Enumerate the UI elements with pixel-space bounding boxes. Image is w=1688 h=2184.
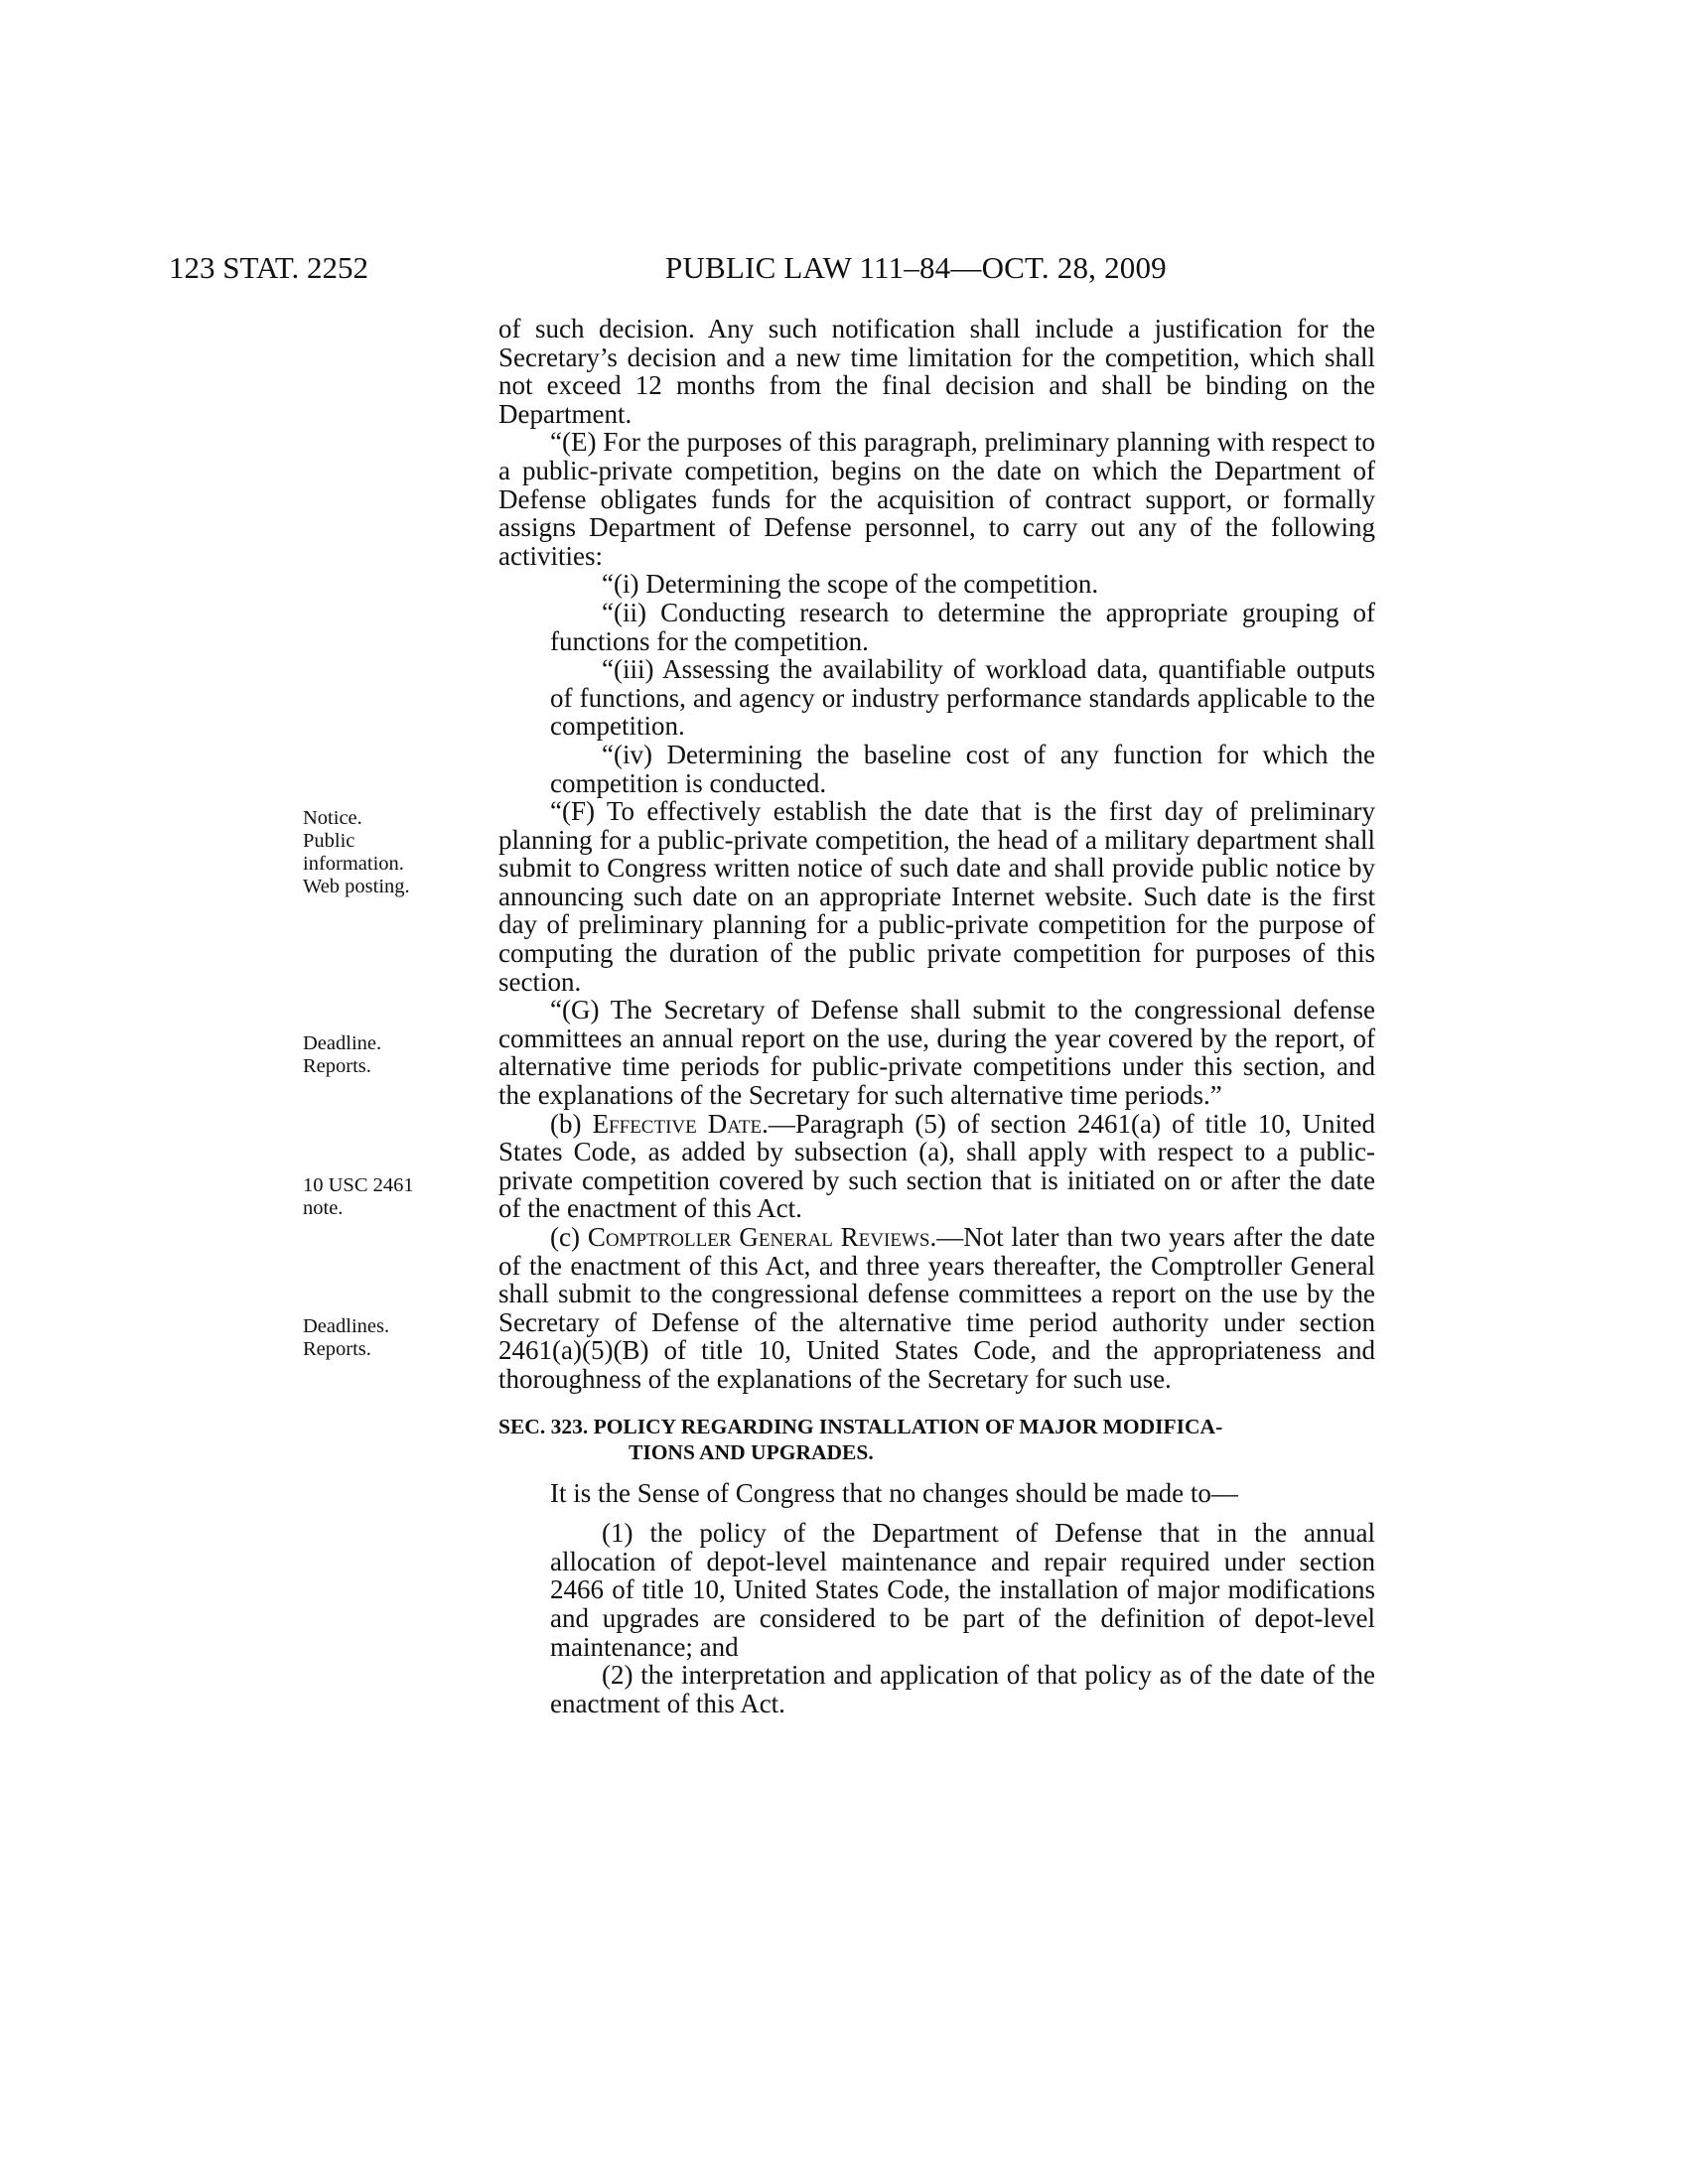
section-heading-line-1: SEC. 323. POLICY REGARDING INSTALLATION OF MAJOR MODIFICA- [498,1414,1223,1438]
margin-note-line: information. [303,853,404,875]
subsection-text: .—Paragraph (5) of section 2461(a) of title 10, United States Code, as added by subsection (a), shall apply with respect to a public-private competition covered by such section that is initiated on or after the date of the enactment of this Act. [498,1108,1375,1224]
clause-ii: “(ii) Conducting research to determine the appropriate grouping of functions for the competition. [550,597,1375,656]
clause-iii: “(iii) Assessing the availability of workload data, quantifiable outputs of functions, and agency or industry performance standards applicable to the competition. [550,654,1375,742]
margin-note-line: note. [303,1197,344,1219]
clause-iv: “(iv) Determining the baseline cost of any function for which the competition is conducted. [550,739,1375,798]
paragraph-continuation: of such decision. Any such notification shall include a justification for the Secretary’s decision and a new time limitation for the competition, which shall not exceed 12 months from the final decision and shall be binding on the Department. [498,314,1375,429]
item-2: (2) the interpretation and application of that policy as of the date of the enactment of this Act. [550,1660,1375,1718]
subsection-label: (b) [550,1108,593,1139]
subsection-b [498,1110,1375,1223]
main-text [498,315,1375,1717]
margin-note-line: Public [303,830,355,852]
sense-of-congress: It is the Sense of Congress that no changes should be made to— [550,1477,1238,1508]
page-header [169,248,1370,288]
margin-note-usc [303,1174,452,1220]
subsection-label: (c) [550,1222,588,1252]
item-1: (1) the policy of the Department of Defense that in the annual allocation of depot-level maintenance and repair required under section 2466 of title 10, United States Code, the installation of major modifications and upgrades are considered to be part of the definition of depot-level maintenance; and [550,1518,1375,1662]
stat-page-number: 123 STAT. 2252 [169,250,369,285]
paragraph-e: “(E) For the purposes of this paragraph, preliminary planning with respect to a public-private competition, begins on the date on which the Department of Defense obligates funds for the acquisition of contract support, or formally assigns Department of Defense personnel, to carry out any of the following activities: [498,427,1375,571]
margin-note-notice [303,807,452,898]
paragraph-f: “(F) To effectively establish the date that is the first day of preliminary planning for a public-private competition, the head of a military department shall submit to Congress written notice of such date and shall provide public notice by announcing such date on an appropriate Internet website. Such date is the first day of preliminary planning for a public-private competition for the purpose of computing the duration of the public private competition for purposes of this section. [498,796,1375,997]
subsection-text: .—Not later than two years after the date of the enactment of this Act, and three years thereafter, the Comptroller General shall submit to the congressional defense committees a report on the use by the Secretary of Defense of the alternative time period authority under section 2461(a)(5)(B) of title 10, United States Code, and the appropriateness and thoroughness of the explanations of the Secretary for such use. [498,1222,1376,1394]
margin-note-line: Reports. [303,1055,371,1077]
subsection-heading: Effective Date [592,1108,763,1139]
margin-note-line: 10 USC 2461 [303,1174,414,1196]
margin-note-line: Deadlines. [303,1315,390,1337]
subsection-c [498,1223,1375,1394]
section-heading-line-2: TIONS AND UPGRADES. [629,1439,874,1464]
margin-note-line: Web posting. [303,876,410,897]
clause-i: “(i) Determining the scope of the competition. [602,569,1099,600]
margin-note-deadline [303,1032,452,1078]
paragraph-g: “(G) The Secretary of Defense shall submit to the congressional defense committees an annual report on the use, during the year covered by the report, of alternative time periods for public-private competitions under this section, and the explanations of the Secretary for such alternative time periods.” [498,995,1375,1111]
subsection-heading: Comptroller General Reviews [587,1222,930,1252]
margin-note-line: Notice. [303,807,362,829]
public-law-title: PUBLIC LAW 111–84—OCT. 28, 2009 [665,250,1167,285]
margin-note-line: Reports. [303,1338,371,1360]
section-heading [498,1414,1375,1465]
margin-note-deadlines [303,1315,452,1361]
margin-note-line: Deadline. [303,1032,382,1054]
